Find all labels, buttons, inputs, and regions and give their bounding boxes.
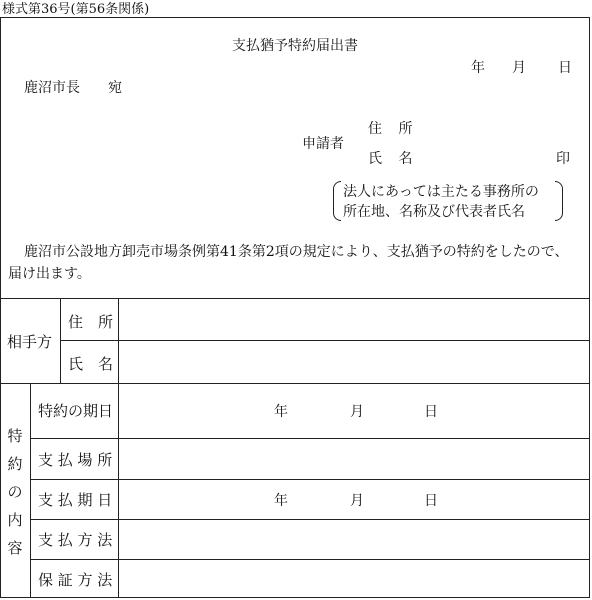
- form-frame: [0, 17, 590, 598]
- bracket-right: [555, 181, 563, 221]
- body-text-line2: 届け出ます。: [8, 266, 91, 282]
- divider-section: [0, 383, 590, 384]
- payment-date-day: 日: [424, 493, 438, 509]
- applicant-address-label: 住 所: [368, 121, 419, 137]
- contract-row-label: 支 払 期 日: [38, 491, 113, 509]
- payment-date-month: 月: [350, 493, 364, 509]
- date-day: 日: [558, 60, 572, 76]
- applicant-label: 申請者: [302, 136, 344, 152]
- corporate-note-line1: 法人にあっては主たる事務所の: [343, 184, 539, 200]
- divider-row4: [30, 559, 590, 560]
- contract-heading-vertical: [0, 383, 30, 598]
- divider-row1: [30, 438, 590, 439]
- addressee-name: 鹿沼市長: [24, 80, 80, 96]
- contract-heading-char: 内: [7, 511, 23, 529]
- contract-row-label: 保 証 方 法: [38, 571, 113, 589]
- form-title: 支払猶予特約届出書: [232, 38, 358, 54]
- corporate-note-line2: 所在地、名称及び代表者氏名: [343, 204, 525, 220]
- date-year: 年: [471, 60, 485, 76]
- col-contract-heading: [30, 383, 31, 598]
- contract-date-month: 月: [350, 404, 364, 420]
- contract-date-year: 年: [274, 404, 288, 420]
- payment-date-year: 年: [274, 493, 288, 509]
- contract-heading-char: の: [7, 483, 23, 501]
- bracket-left: [333, 181, 341, 221]
- contract-row-label: 支 払 場 所: [38, 451, 113, 469]
- addressee-suffix: 宛: [108, 80, 122, 96]
- counterparty-name-label: 氏 名: [68, 355, 114, 373]
- contract-heading-char: 特: [7, 427, 23, 445]
- counterparty-address-label: 住 所: [68, 313, 114, 331]
- contract-row-label: 支 払 方 法: [38, 531, 113, 549]
- col-contract-label: [118, 383, 119, 598]
- applicant-name-label: 氏 名: [368, 151, 419, 167]
- contract-date-day: 日: [424, 404, 438, 420]
- col-counterparty-heading: [60, 298, 61, 383]
- form-number-label: 様式第36号(第56条関係): [2, 2, 150, 17]
- divider-top: [0, 298, 590, 299]
- divider-counterparty-mid: [60, 340, 590, 341]
- contract-row-label: 特約の期日: [38, 402, 114, 420]
- col-counterparty-label: [118, 298, 119, 383]
- body-text-line1: 鹿沼市公設地方卸売市場条例第41条第2項の規定により、支払猶予の特約をしたので、: [24, 244, 569, 260]
- divider-row2: [30, 479, 590, 480]
- divider-row3: [30, 519, 590, 520]
- date-month: 月: [512, 60, 526, 76]
- contract-heading-char: 容: [7, 539, 23, 557]
- counterparty-heading: 相手方: [7, 333, 53, 351]
- contract-heading-char: 約: [7, 455, 23, 473]
- seal-mark: 印: [556, 151, 570, 167]
